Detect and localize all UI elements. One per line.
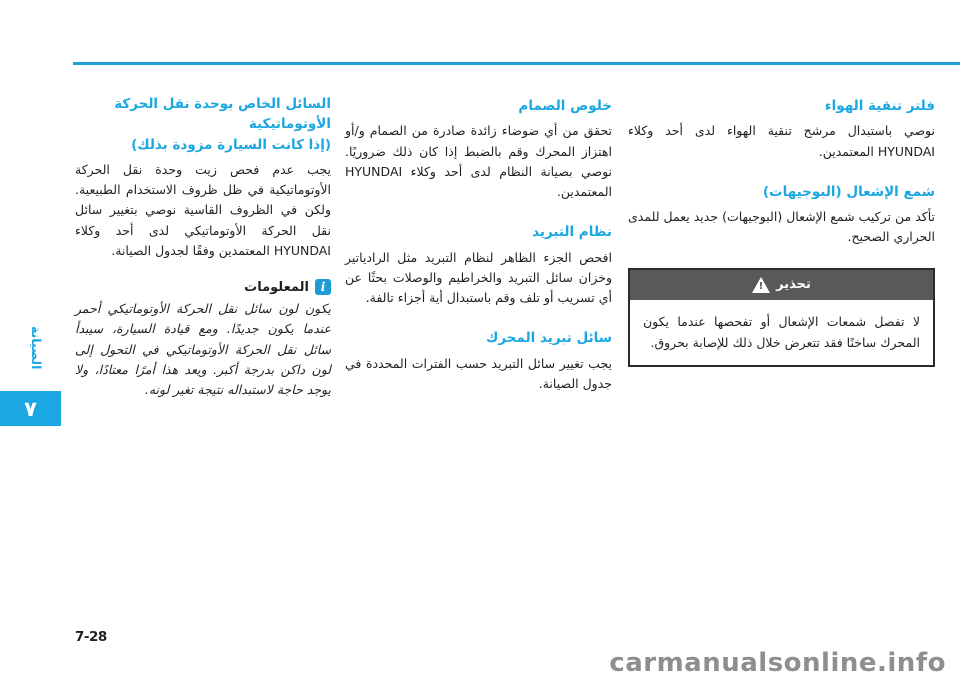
column-right <box>628 96 935 367</box>
section-heading <box>75 94 331 155</box>
section-automatic-transmission-fluid <box>75 94 331 261</box>
section-body: يجب عدم فحص زيت وحدة نقل الحركة الأوتوماتيكية في ظل ظروف الاستخدام الطبيعية. ولكن في الظروف القاسية نوصي بتغيير سائل نقل الحركة الأوتوماتيكي لدى أحد وكلاء HYUNDAI المعتمدين وفقًا لجدول الصيانة. <box>75 161 331 258</box>
section-heading: شمع الإشعال (البوجيهات) <box>762 183 935 200</box>
chapter-label-vertical: الصيانة <box>29 326 44 370</box>
information-icon: i <box>315 279 331 295</box>
warning-triangle-icon <box>752 277 770 293</box>
section-body: تأكد من تركيب شمع الإشعال (البوجيهات) جديد يعمل للمدى الحراري الصحيح. <box>628 209 935 245</box>
exclamation-glyph: ! <box>758 280 764 292</box>
section-heading: سائل تبريد المحرك <box>486 330 612 347</box>
column-middle <box>345 96 612 394</box>
top-divider-rule <box>73 62 960 65</box>
section-body: افحص الجزء الظاهر لنظام التبريد مثل الرادياتير وخزان سائل التبريد والخراطيم والوصلات بحثًا عن أي تسريب أو تلف وقم باستبدال أية أجزاء تالفة. <box>345 249 612 305</box>
section-heading-note: (إذا كانت السيارة مزودة بذلك) <box>131 136 331 153</box>
section-cooling-system <box>345 222 612 308</box>
warning-title: تحذير <box>776 277 811 292</box>
section-spark-plugs <box>628 182 935 248</box>
page-number: 7-28 <box>75 629 107 645</box>
section-heading: خلوص الصمام <box>518 98 612 114</box>
section-body: تحقق من أي ضوضاء زائدة صادرة من الصمام و/أو اهتزاز المحرك وقم بالضبط إذا كان ذلك ضروريًا. نوصي بصيانة النظام لدى أحد وكلاء HYUNDAI المعتمدين. <box>345 123 612 199</box>
section-air-cleaner-filter <box>628 96 935 162</box>
information-body: يكون لون سائل نقل الحركة الأوتوماتيكي أحمر عندما يكون جديدًا. ومع قيادة السيارة، سيبدأ سائل نقل الحركة الأوتوماتيكي في التحول إلى لون داكن بدرجة أكبر. ويعد هذا أمرًا معتادًا، ولا يوجد حاجة لاستبداله نتيجة تغير لونه. <box>75 301 331 397</box>
section-valve-clearance <box>345 96 612 202</box>
section-heading: نظام التبريد <box>532 224 612 241</box>
watermark-text: carmanualsonline.info <box>609 648 946 678</box>
warning-header <box>630 270 933 302</box>
chapter-number-tab: ٧ <box>0 391 61 426</box>
warning-body-text: لا تفصل شمعات الإشعال أو تفحصها عندما يكون المحرك ساخنًا فقد تتعرض خلال ذلك للإصابة بحروق. <box>643 313 920 350</box>
column-left <box>75 94 331 400</box>
section-heading: فلتر تنقية الهواء <box>824 98 935 114</box>
information-section <box>75 279 331 400</box>
section-body: يجب تغيير سائل التبريد حسب الفترات المحددة في جدول الصيانة. <box>345 355 612 391</box>
section-engine-coolant <box>345 328 612 394</box>
information-title: المعلومات <box>244 279 309 295</box>
section-heading-main: السائل الخاص بوحدة نقل الحركة الأوتوماتيكية <box>114 96 331 133</box>
section-body: نوصي باستبدال مرشح تنقية الهواء لدى أحد وكلاء HYUNDAI المعتمدين. <box>628 123 935 159</box>
warning-box <box>628 268 935 368</box>
information-header <box>75 279 331 295</box>
